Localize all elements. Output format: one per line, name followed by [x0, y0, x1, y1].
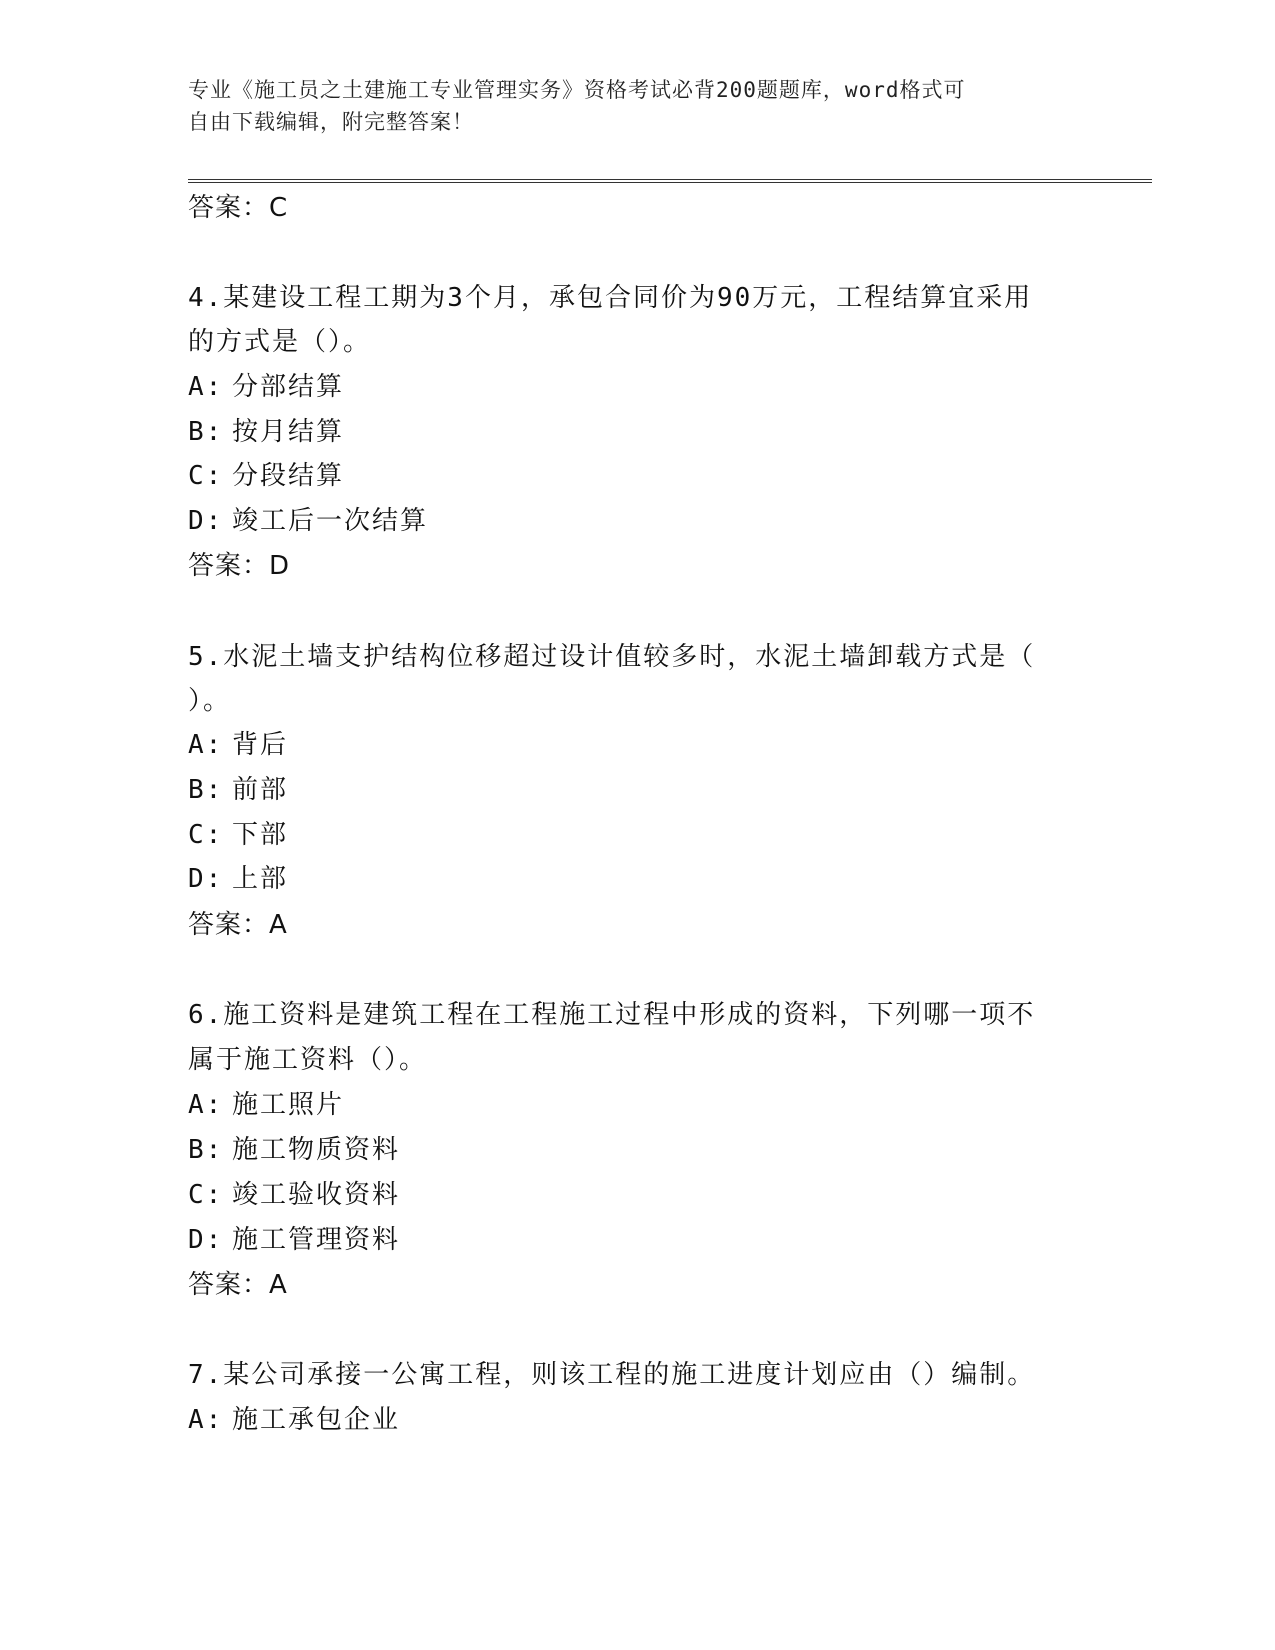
- question-4-stem-line-1: 4.某建设工程工期为3个月，承包合同价为90万元，工程结算宜采用: [188, 283, 1033, 313]
- question-4-answer: 答案：D: [188, 551, 291, 581]
- option-text: 施工管理资料: [232, 1225, 401, 1255]
- option-letter: B:: [188, 775, 224, 805]
- option-letter: D:: [188, 864, 224, 894]
- option-text: 竣工验收资料: [232, 1180, 401, 1210]
- answer-q3: 答案：C: [188, 193, 289, 223]
- question-5-option-b: [188, 770, 288, 810]
- question-6-option-d: [188, 1220, 400, 1260]
- question-5-stem-line-2: ）。: [188, 686, 232, 716]
- header-divider: [188, 179, 1152, 183]
- question-6-option-c: [188, 1175, 400, 1215]
- option-text: 背后: [232, 730, 289, 760]
- question-6-option-a: [188, 1085, 344, 1125]
- question-4-option-d: [188, 501, 428, 541]
- option-text: 分段结算: [232, 461, 345, 491]
- question-5-option-a: [188, 725, 288, 765]
- option-letter: D:: [188, 1225, 224, 1255]
- option-text: 施工物质资料: [232, 1135, 401, 1165]
- option-letter: A:: [188, 1405, 224, 1435]
- question-6-stem-line-2: 属于施工资料（）。: [188, 1045, 428, 1075]
- question-4-option-a: [188, 367, 344, 407]
- question-5-answer: 答案：A: [188, 910, 288, 940]
- option-letter: D:: [188, 506, 224, 536]
- option-text: 分部结算: [232, 372, 345, 402]
- header-line-2: 自由下载编辑，附完整答案！: [188, 110, 474, 134]
- question-4-stem-line-2: 的方式是（）。: [188, 327, 372, 357]
- option-letter: C:: [188, 1180, 224, 1210]
- question-6-answer: 答案：A: [188, 1270, 288, 1300]
- question-4-option-b: [188, 412, 344, 452]
- question-5-stem-line-1: 5.水泥土墙支护结构位移超过设计值较多时，水泥土墙卸载方式是（: [188, 642, 1036, 672]
- option-letter: C:: [188, 820, 224, 850]
- option-text: 施工承包企业: [232, 1405, 401, 1435]
- question-7-option-a: [188, 1400, 400, 1440]
- option-letter: A:: [188, 1090, 224, 1120]
- option-letter: A:: [188, 372, 224, 402]
- option-text: 上部: [232, 864, 289, 894]
- option-text: 前部: [232, 775, 289, 805]
- question-6-option-b: [188, 1130, 400, 1170]
- option-text: 竣工后一次结算: [232, 506, 429, 536]
- question-5-option-d: [188, 859, 288, 899]
- option-text: 下部: [232, 820, 289, 850]
- option-letter: A:: [188, 730, 224, 760]
- option-letter: B:: [188, 1135, 224, 1165]
- document-header: [188, 74, 1068, 138]
- option-letter: B:: [188, 417, 224, 447]
- option-letter: C:: [188, 461, 224, 491]
- question-6-stem-line-1: 6.施工资料是建筑工程在工程施工过程中形成的资料，下列哪一项不: [188, 1000, 1036, 1030]
- question-4-option-c: [188, 456, 344, 496]
- option-text: 施工照片: [232, 1090, 345, 1120]
- question-7-stem-line-1: 7.某公司承接一公寓工程，则该工程的施工进度计划应由（）编制。: [188, 1360, 1036, 1390]
- option-text: 按月结算: [232, 417, 345, 447]
- question-5-option-c: [188, 815, 288, 855]
- header-line-1: 专业《施工员之土建施工专业管理实务》资格考试必背200题题库，word格式可: [188, 78, 966, 102]
